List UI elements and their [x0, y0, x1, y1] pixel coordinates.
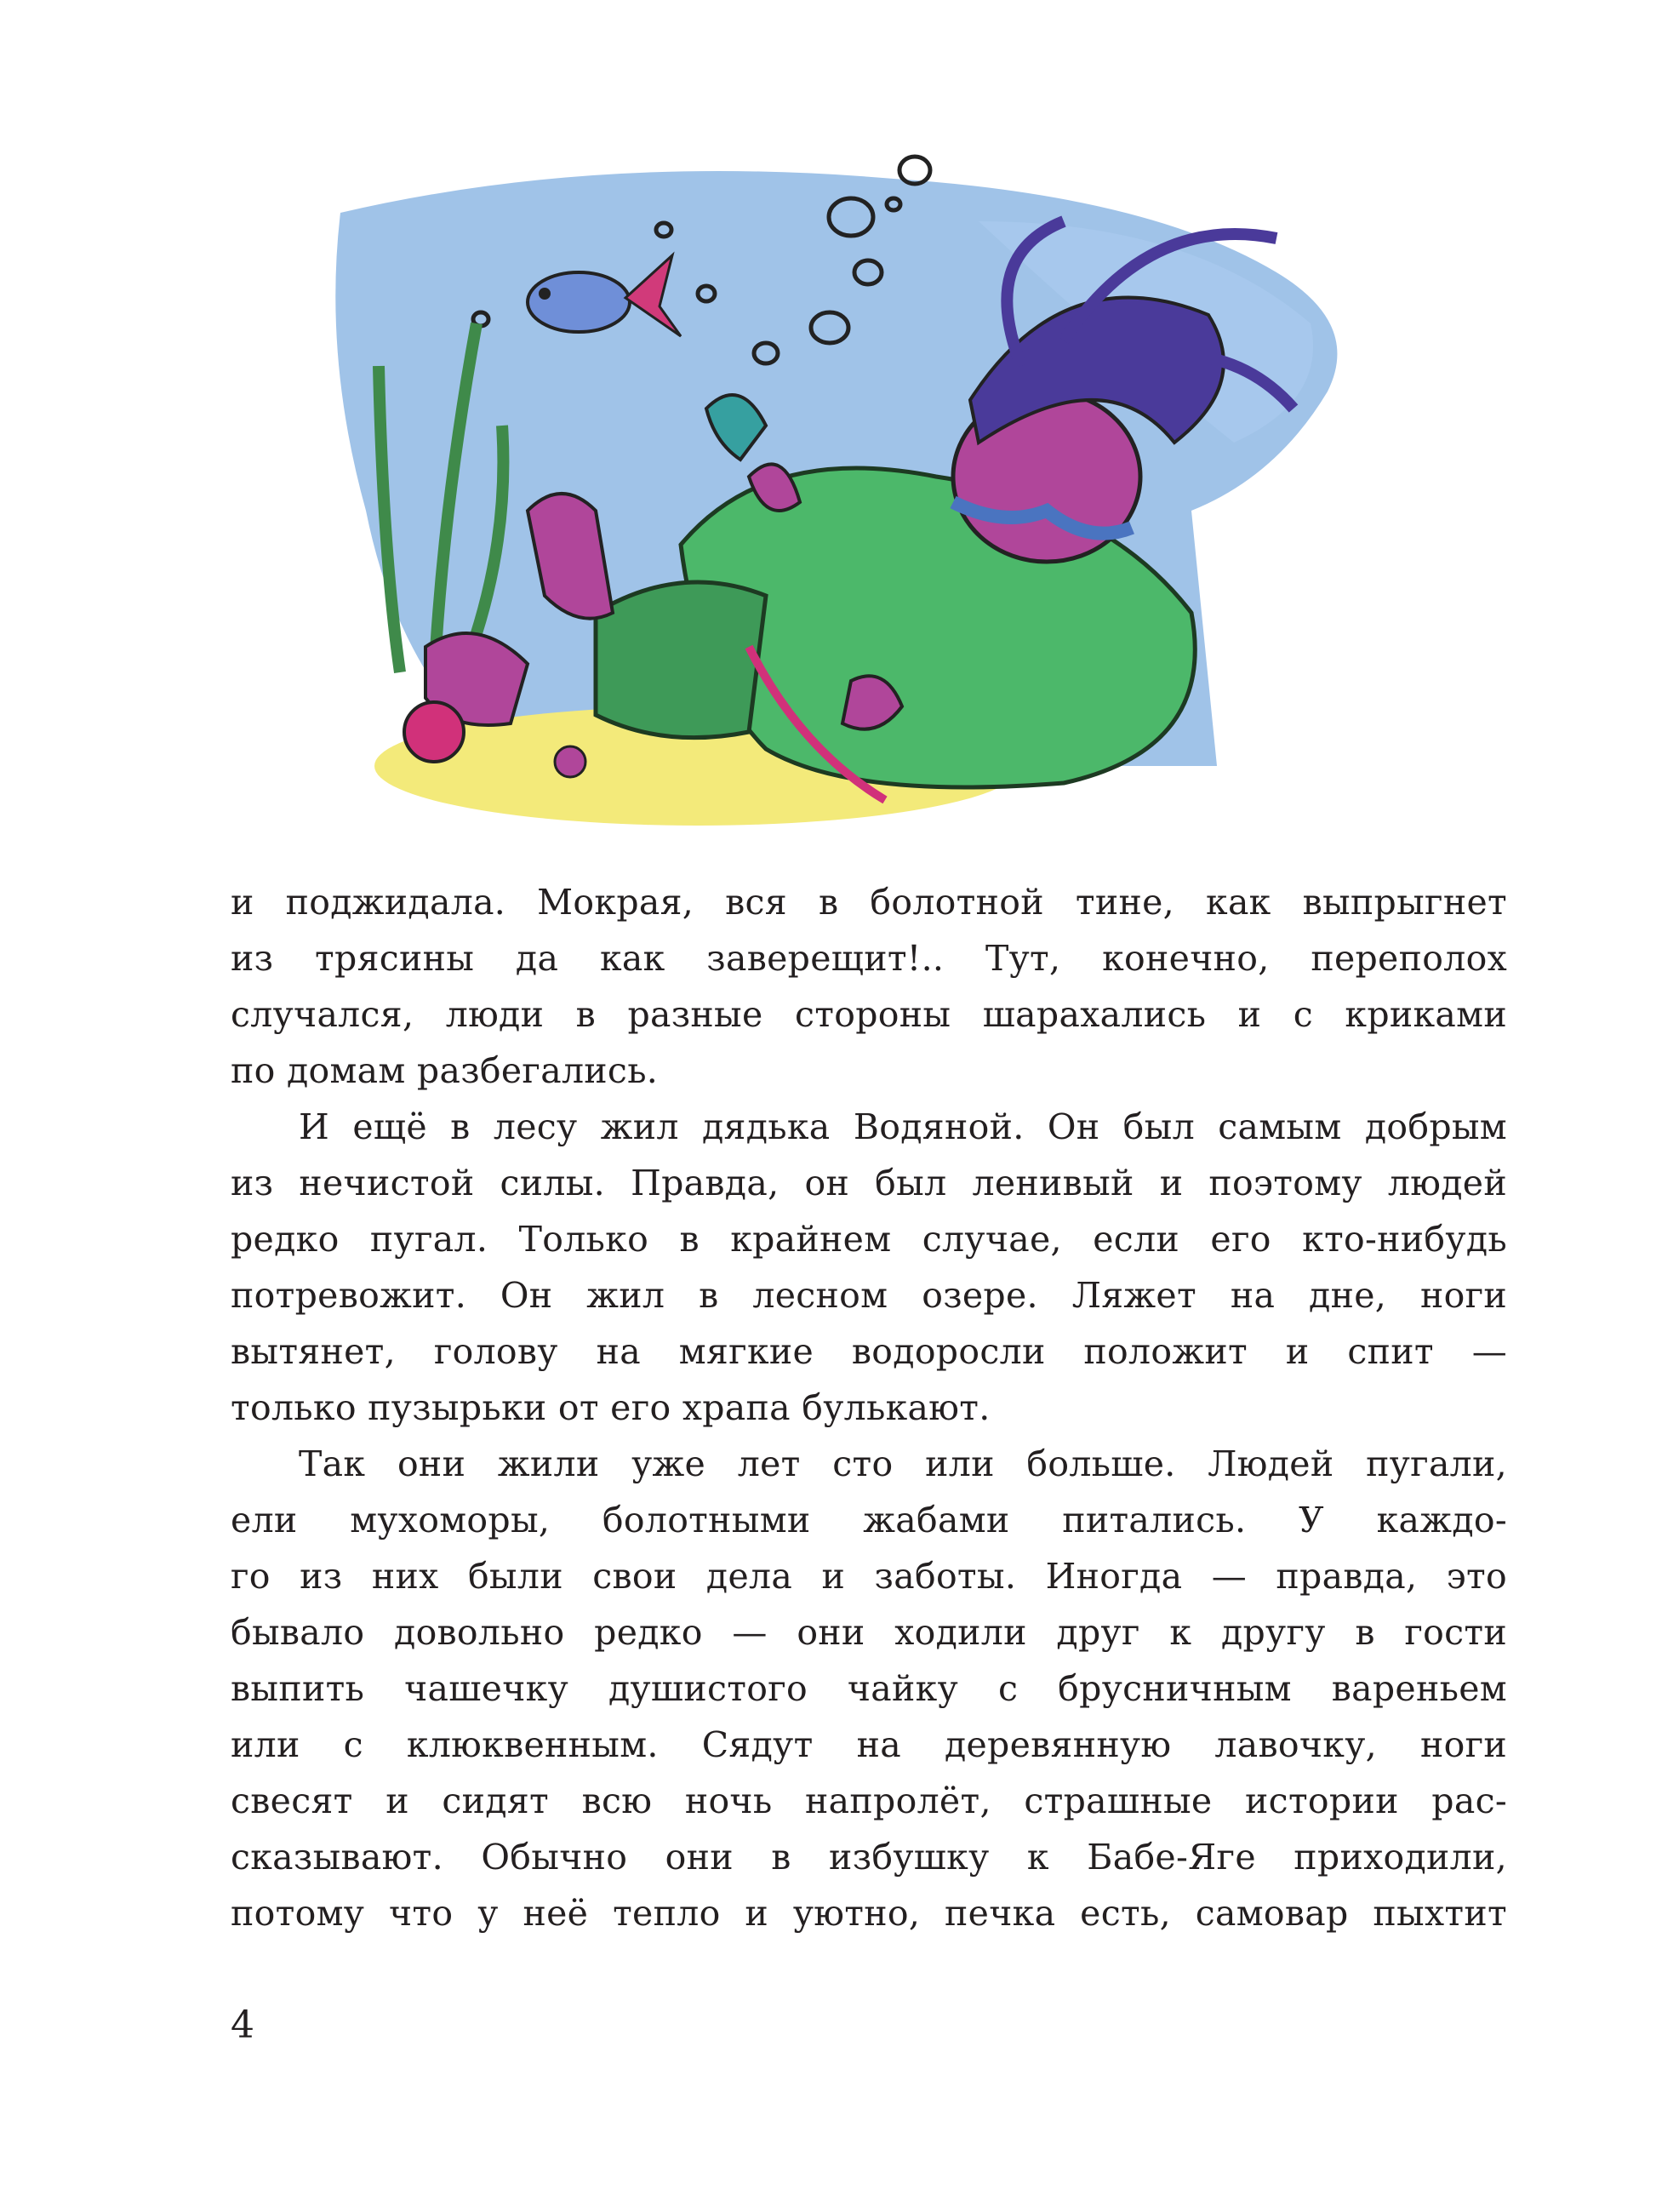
text-line: потревожит. Он жил в лесном озере. Ляжет на дне, ноги — [231, 1275, 1507, 1316]
text-line: потому что у неё тепло и уютно, печка есть, самовар пыхтит — [231, 1893, 1507, 1934]
text-line: по домам разбегались. — [231, 1050, 659, 1091]
page-number: 4 — [231, 2003, 254, 2047]
text-line: из нечистой силы. Правда, он был ленивый и поэтому людей — [231, 1163, 1507, 1203]
paragraph — [231, 874, 1507, 1099]
text-line: редко пугал. Только в крайнем случае, если его кто-нибудь — [231, 1219, 1507, 1260]
body-text — [231, 874, 1507, 1941]
text-line: случался, люди в разные стороны шарахались и с криками — [231, 994, 1507, 1035]
text-line: свесят и сидят всю ночь напролёт, страшные истории рас- — [231, 1780, 1507, 1821]
text-line: из трясины да как заверещит!.. Тут, конечно, переполох — [231, 938, 1507, 979]
text-line: ели мухоморы, болотными жабами питались. У каждо- — [231, 1500, 1507, 1540]
paragraph — [231, 1436, 1507, 1941]
text-line: выпить чашечку душистого чайку с брусничным вареньем — [231, 1668, 1507, 1709]
text-line: только пузырьки от его храпа булькают. — [231, 1387, 991, 1428]
text-line: и поджидала. Мокрая, вся в болотной тине, как выпрыгнет — [231, 882, 1507, 923]
paragraph — [231, 1099, 1507, 1436]
text-line: го из них были свои дела и заботы. Иногда — правда, это — [231, 1556, 1507, 1597]
text-line: бывало довольно редко — они ходили друг к другу в гости — [231, 1612, 1507, 1653]
text-line: вытянет, голову на мягкие водоросли положит и спит — — [231, 1331, 1507, 1372]
illustration-vodyanoy-underwater — [0, 0, 1679, 860]
text-line: сказывают. Обычно они в избушку к Бабе-Яге приходили, — [231, 1837, 1507, 1878]
text-line: И ещё в лесу жил дядька Водяной. Он был самым добрым — [299, 1106, 1507, 1147]
text-line: Так они жили уже лет сто или больше. Людей пугали, — [299, 1443, 1507, 1484]
text-line: или с клюквенным. Сядут на деревянную лавочку, ноги — [231, 1724, 1507, 1765]
